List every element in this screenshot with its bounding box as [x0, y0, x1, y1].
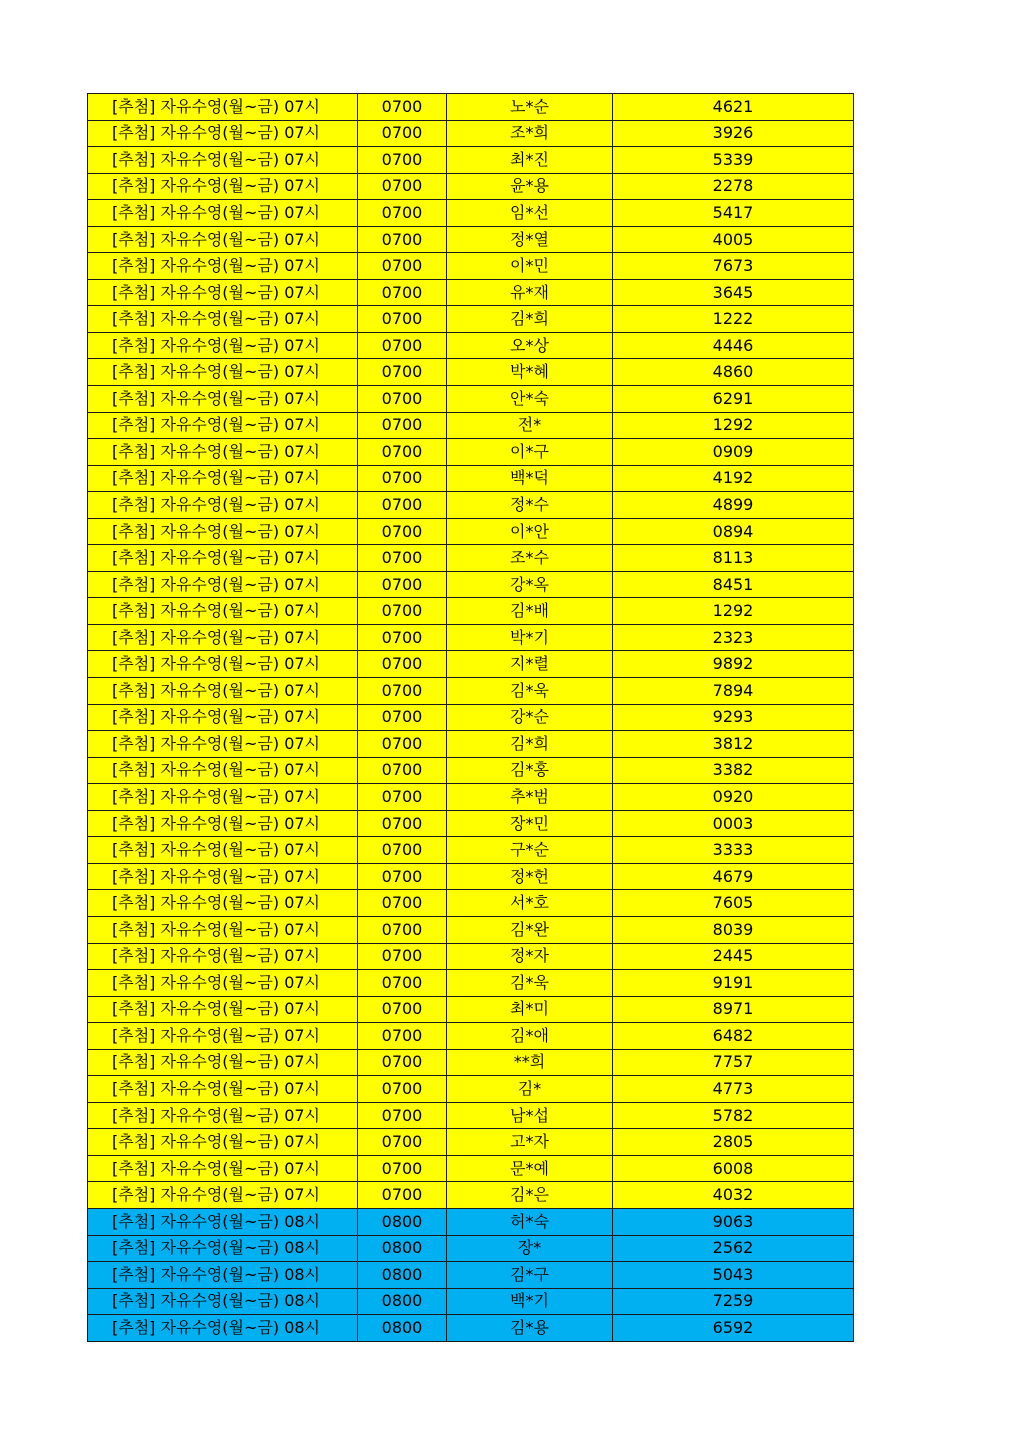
code-cell: 7757	[613, 1049, 854, 1076]
table-row	[88, 863, 854, 890]
program-cell: [추첨] 자유수영(월~금) 07시	[88, 332, 358, 359]
program-cell: [추첨] 자유수영(월~금) 07시	[88, 1182, 358, 1209]
program-cell: [추첨] 자유수영(월~금) 07시	[88, 200, 358, 227]
name-cell: 김*희	[447, 306, 613, 333]
program-cell: [추첨] 자유수영(월~금) 07시	[88, 253, 358, 280]
program-cell: [추첨] 자유수영(월~금) 07시	[88, 916, 358, 943]
program-cell: [추첨] 자유수영(월~금) 07시	[88, 518, 358, 545]
code-cell: 2562	[613, 1235, 854, 1262]
code-cell: 5043	[613, 1262, 854, 1289]
table-row	[88, 279, 854, 306]
time-cell: 0800	[358, 1262, 447, 1289]
name-cell: 박*기	[447, 624, 613, 651]
time-cell: 0800	[358, 1208, 447, 1235]
name-cell: 최*미	[447, 996, 613, 1023]
program-cell: [추첨] 자유수영(월~금) 07시	[88, 970, 358, 997]
code-cell: 1292	[613, 412, 854, 439]
table-row	[88, 916, 854, 943]
time-cell: 0700	[358, 890, 447, 917]
time-cell: 0700	[358, 651, 447, 678]
time-cell: 0700	[358, 120, 447, 147]
name-cell: 고*자	[447, 1129, 613, 1156]
time-cell: 0700	[358, 359, 447, 386]
time-cell: 0700	[358, 545, 447, 572]
table-row	[88, 120, 854, 147]
table-row	[88, 1315, 854, 1342]
code-cell: 6592	[613, 1315, 854, 1342]
table-row	[88, 970, 854, 997]
table-row	[88, 465, 854, 492]
time-cell: 0700	[358, 1102, 447, 1129]
program-cell: [추첨] 자유수영(월~금) 07시	[88, 492, 358, 519]
name-cell: **희	[447, 1049, 613, 1076]
table-row	[88, 173, 854, 200]
table-row	[88, 704, 854, 731]
time-cell: 0700	[358, 306, 447, 333]
time-cell: 0700	[358, 837, 447, 864]
name-cell: 정*수	[447, 492, 613, 519]
time-cell: 0700	[358, 1076, 447, 1103]
code-cell: 1292	[613, 598, 854, 625]
program-cell: [추첨] 자유수영(월~금) 07시	[88, 1155, 358, 1182]
program-cell: [추첨] 자유수영(월~금) 07시	[88, 810, 358, 837]
time-cell: 0700	[358, 571, 447, 598]
name-cell: 백*기	[447, 1288, 613, 1315]
table-row	[88, 1076, 854, 1103]
table-row	[88, 94, 854, 121]
code-cell: 2278	[613, 173, 854, 200]
time-cell: 0700	[358, 1155, 447, 1182]
table-row	[88, 1288, 854, 1315]
program-cell: [추첨] 자유수영(월~금) 07시	[88, 359, 358, 386]
name-cell: 안*숙	[447, 386, 613, 413]
table-row	[88, 1208, 854, 1235]
time-cell: 0700	[358, 226, 447, 253]
program-cell: [추첨] 자유수영(월~금) 07시	[88, 996, 358, 1023]
time-cell: 0700	[358, 1182, 447, 1209]
name-cell: 장*민	[447, 810, 613, 837]
time-cell: 0700	[358, 916, 447, 943]
name-cell: 김*은	[447, 1182, 613, 1209]
name-cell: 임*선	[447, 200, 613, 227]
time-cell: 0700	[358, 970, 447, 997]
program-cell: [추첨] 자유수영(월~금) 08시	[88, 1208, 358, 1235]
program-cell: [추첨] 자유수영(월~금) 08시	[88, 1315, 358, 1342]
table-row	[88, 784, 854, 811]
time-cell: 0700	[358, 200, 447, 227]
name-cell: 김*용	[447, 1315, 613, 1342]
time-cell: 0700	[358, 253, 447, 280]
code-cell: 3812	[613, 731, 854, 758]
code-cell: 3333	[613, 837, 854, 864]
time-cell: 0700	[358, 94, 447, 121]
table-row	[88, 598, 854, 625]
time-cell: 0700	[358, 518, 447, 545]
code-cell: 9892	[613, 651, 854, 678]
table-row	[88, 731, 854, 758]
time-cell: 0700	[358, 1129, 447, 1156]
time-cell: 0700	[358, 412, 447, 439]
table-row	[88, 1235, 854, 1262]
time-cell: 0700	[358, 863, 447, 890]
name-cell: 김*욱	[447, 678, 613, 705]
name-cell: 김*구	[447, 1262, 613, 1289]
name-cell: 김*욱	[447, 970, 613, 997]
code-cell: 7605	[613, 890, 854, 917]
program-cell: [추첨] 자유수영(월~금) 08시	[88, 1235, 358, 1262]
program-cell: [추첨] 자유수영(월~금) 08시	[88, 1262, 358, 1289]
code-cell: 9063	[613, 1208, 854, 1235]
name-cell: 노*순	[447, 94, 613, 121]
program-cell: [추첨] 자유수영(월~금) 07시	[88, 94, 358, 121]
time-cell: 0700	[358, 147, 447, 174]
table-row	[88, 837, 854, 864]
name-cell: 이*민	[447, 253, 613, 280]
lottery-results-table	[87, 93, 854, 1342]
program-cell: [추첨] 자유수영(월~금) 07시	[88, 173, 358, 200]
time-cell: 0800	[358, 1288, 447, 1315]
table-row	[88, 651, 854, 678]
program-cell: [추첨] 자유수영(월~금) 07시	[88, 1076, 358, 1103]
program-cell: [추첨] 자유수영(월~금) 07시	[88, 863, 358, 890]
table-row	[88, 757, 854, 784]
table-row	[88, 306, 854, 333]
table-row	[88, 571, 854, 598]
code-cell: 3645	[613, 279, 854, 306]
time-cell: 0700	[358, 386, 447, 413]
table-row	[88, 545, 854, 572]
table-row	[88, 332, 854, 359]
table-row	[88, 147, 854, 174]
name-cell: 지*렬	[447, 651, 613, 678]
code-cell: 3926	[613, 120, 854, 147]
program-cell: [추첨] 자유수영(월~금) 07시	[88, 439, 358, 466]
time-cell: 0700	[358, 173, 447, 200]
program-cell: [추첨] 자유수영(월~금) 07시	[88, 279, 358, 306]
name-cell: 서*호	[447, 890, 613, 917]
code-cell: 4621	[613, 94, 854, 121]
table-row	[88, 518, 854, 545]
name-cell: 강*옥	[447, 571, 613, 598]
name-cell: 김*애	[447, 1023, 613, 1050]
table-row	[88, 1049, 854, 1076]
program-cell: [추첨] 자유수영(월~금) 07시	[88, 120, 358, 147]
name-cell: 전*	[447, 412, 613, 439]
code-cell: 8971	[613, 996, 854, 1023]
time-cell: 0700	[358, 996, 447, 1023]
table-row	[88, 943, 854, 970]
table-row	[88, 439, 854, 466]
code-cell: 0920	[613, 784, 854, 811]
program-cell: [추첨] 자유수영(월~금) 07시	[88, 598, 358, 625]
program-cell: [추첨] 자유수영(월~금) 07시	[88, 571, 358, 598]
name-cell: 오*상	[447, 332, 613, 359]
name-cell: 김*	[447, 1076, 613, 1103]
code-cell: 7259	[613, 1288, 854, 1315]
program-cell: [추첨] 자유수영(월~금) 07시	[88, 1102, 358, 1129]
table-row	[88, 1129, 854, 1156]
code-cell: 5782	[613, 1102, 854, 1129]
code-cell: 7673	[613, 253, 854, 280]
time-cell: 0700	[358, 1023, 447, 1050]
name-cell: 박*혜	[447, 359, 613, 386]
time-cell: 0700	[358, 943, 447, 970]
table-row	[88, 492, 854, 519]
name-cell: 정*자	[447, 943, 613, 970]
code-cell: 8451	[613, 571, 854, 598]
name-cell: 최*진	[447, 147, 613, 174]
name-cell: 조*희	[447, 120, 613, 147]
code-cell: 8113	[613, 545, 854, 572]
time-cell: 0700	[358, 1049, 447, 1076]
program-cell: [추첨] 자유수영(월~금) 07시	[88, 412, 358, 439]
table-row	[88, 200, 854, 227]
time-cell: 0700	[358, 598, 447, 625]
code-cell: 5339	[613, 147, 854, 174]
table-row	[88, 1023, 854, 1050]
lottery-results-body	[88, 94, 854, 1342]
name-cell: 이*구	[447, 439, 613, 466]
time-cell: 0700	[358, 731, 447, 758]
table-row	[88, 386, 854, 413]
name-cell: 조*수	[447, 545, 613, 572]
code-cell: 4899	[613, 492, 854, 519]
name-cell: 구*순	[447, 837, 613, 864]
code-cell: 4446	[613, 332, 854, 359]
time-cell: 0700	[358, 810, 447, 837]
time-cell: 0700	[358, 784, 447, 811]
code-cell: 2805	[613, 1129, 854, 1156]
code-cell: 3382	[613, 757, 854, 784]
table-row	[88, 1182, 854, 1209]
code-cell: 2323	[613, 624, 854, 651]
name-cell: 추*범	[447, 784, 613, 811]
name-cell: 김*홍	[447, 757, 613, 784]
program-cell: [추첨] 자유수영(월~금) 07시	[88, 1049, 358, 1076]
name-cell: 김*희	[447, 731, 613, 758]
name-cell: 김*배	[447, 598, 613, 625]
code-cell: 1222	[613, 306, 854, 333]
name-cell: 남*섭	[447, 1102, 613, 1129]
program-cell: [추첨] 자유수영(월~금) 07시	[88, 837, 358, 864]
table-row	[88, 1262, 854, 1289]
program-cell: [추첨] 자유수영(월~금) 07시	[88, 1129, 358, 1156]
program-cell: [추첨] 자유수영(월~금) 07시	[88, 757, 358, 784]
time-cell: 0700	[358, 678, 447, 705]
table-row	[88, 226, 854, 253]
table-row	[88, 890, 854, 917]
table-row	[88, 810, 854, 837]
code-cell: 6291	[613, 386, 854, 413]
program-cell: [추첨] 자유수영(월~금) 07시	[88, 386, 358, 413]
code-cell: 8039	[613, 916, 854, 943]
code-cell: 4679	[613, 863, 854, 890]
program-cell: [추첨] 자유수영(월~금) 07시	[88, 1023, 358, 1050]
code-cell: 6482	[613, 1023, 854, 1050]
name-cell: 장*	[447, 1235, 613, 1262]
table-row	[88, 253, 854, 280]
program-cell: [추첨] 자유수영(월~금) 07시	[88, 624, 358, 651]
table-row	[88, 1102, 854, 1129]
code-cell: 0909	[613, 439, 854, 466]
time-cell: 0700	[358, 439, 447, 466]
time-cell: 0700	[358, 624, 447, 651]
program-cell: [추첨] 자유수영(월~금) 07시	[88, 678, 358, 705]
name-cell: 유*재	[447, 279, 613, 306]
code-cell: 7894	[613, 678, 854, 705]
program-cell: [추첨] 자유수영(월~금) 07시	[88, 890, 358, 917]
code-cell: 0894	[613, 518, 854, 545]
time-cell: 0800	[358, 1235, 447, 1262]
code-cell: 0003	[613, 810, 854, 837]
program-cell: [추첨] 자유수영(월~금) 07시	[88, 226, 358, 253]
time-cell: 0700	[358, 465, 447, 492]
program-cell: [추첨] 자유수영(월~금) 07시	[88, 147, 358, 174]
program-cell: [추첨] 자유수영(월~금) 08시	[88, 1288, 358, 1315]
code-cell: 4032	[613, 1182, 854, 1209]
program-cell: [추첨] 자유수영(월~금) 07시	[88, 306, 358, 333]
time-cell: 0700	[358, 492, 447, 519]
program-cell: [추첨] 자유수영(월~금) 07시	[88, 651, 358, 678]
code-cell: 4192	[613, 465, 854, 492]
code-cell: 9293	[613, 704, 854, 731]
program-cell: [추첨] 자유수영(월~금) 07시	[88, 784, 358, 811]
table-row	[88, 412, 854, 439]
table-row	[88, 996, 854, 1023]
code-cell: 4005	[613, 226, 854, 253]
time-cell: 0700	[358, 704, 447, 731]
table-row	[88, 1155, 854, 1182]
time-cell: 0700	[358, 279, 447, 306]
code-cell: 2445	[613, 943, 854, 970]
table-row	[88, 359, 854, 386]
time-cell: 0700	[358, 757, 447, 784]
name-cell: 김*완	[447, 916, 613, 943]
name-cell: 정*열	[447, 226, 613, 253]
program-cell: [추첨] 자유수영(월~금) 07시	[88, 465, 358, 492]
name-cell: 백*덕	[447, 465, 613, 492]
code-cell: 4773	[613, 1076, 854, 1103]
code-cell: 5417	[613, 200, 854, 227]
table-row	[88, 678, 854, 705]
name-cell: 허*숙	[447, 1208, 613, 1235]
program-cell: [추첨] 자유수영(월~금) 07시	[88, 943, 358, 970]
time-cell: 0700	[358, 332, 447, 359]
name-cell: 윤*용	[447, 173, 613, 200]
name-cell: 이*안	[447, 518, 613, 545]
code-cell: 9191	[613, 970, 854, 997]
time-cell: 0800	[358, 1315, 447, 1342]
name-cell: 정*헌	[447, 863, 613, 890]
table-row	[88, 624, 854, 651]
code-cell: 4860	[613, 359, 854, 386]
name-cell: 강*순	[447, 704, 613, 731]
name-cell: 문*예	[447, 1155, 613, 1182]
program-cell: [추첨] 자유수영(월~금) 07시	[88, 731, 358, 758]
program-cell: [추첨] 자유수영(월~금) 07시	[88, 704, 358, 731]
program-cell: [추첨] 자유수영(월~금) 07시	[88, 545, 358, 572]
code-cell: 6008	[613, 1155, 854, 1182]
